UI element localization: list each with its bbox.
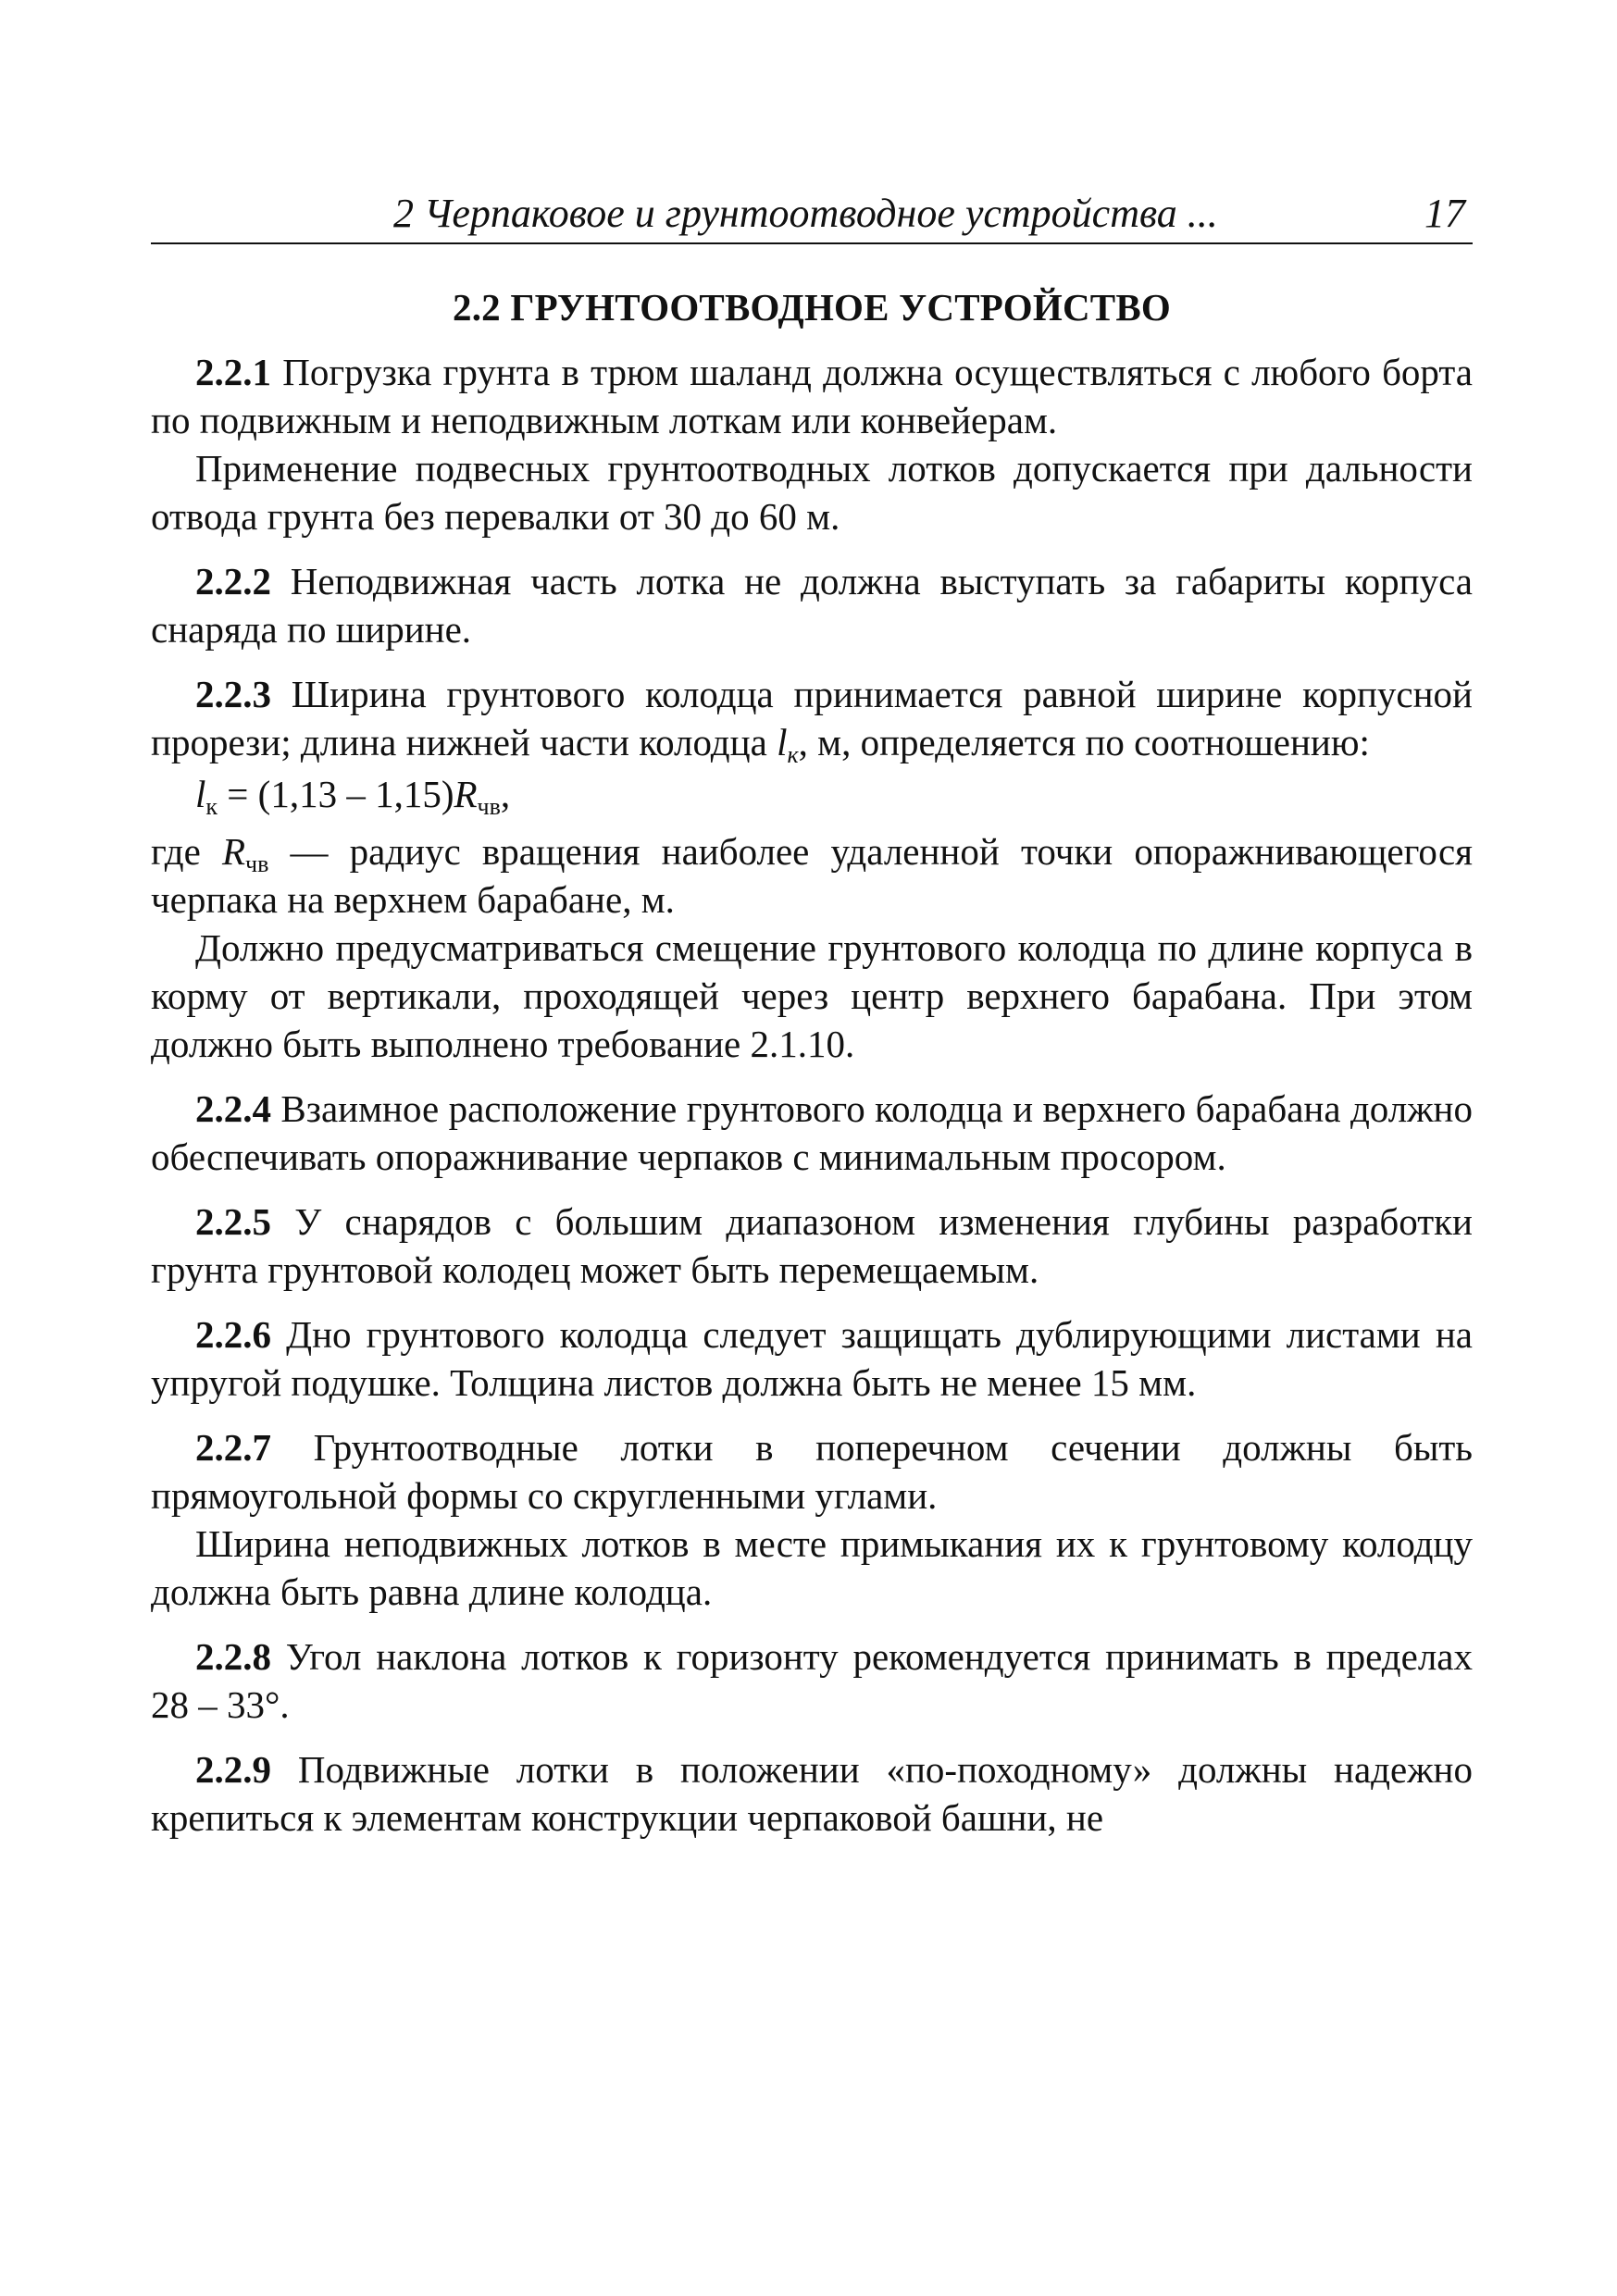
formula-rhs-variable: R <box>454 773 478 815</box>
variable-subscript: к <box>787 741 799 768</box>
clause-number: 2.2.3 <box>195 673 271 715</box>
paragraph-2-2-1 <box>151 348 1473 444</box>
section-title: 2.2 ГРУНТООТВОДНОЕ УСТРОЙСТВО <box>453 286 1171 329</box>
clause-number: 2.2.2 <box>195 560 271 602</box>
clause-number: 2.2.7 <box>195 1426 271 1469</box>
formula <box>151 770 1473 818</box>
chapter-title: 2 Черпаковое и грунтоотводное устройства ... <box>393 191 1218 236</box>
clause-number: 2.2.9 <box>195 1748 271 1791</box>
clause-number: 2.2.4 <box>195 1087 271 1130</box>
clause-number: 2.2.5 <box>195 1200 271 1243</box>
clause-number: 2.2.1 <box>195 351 271 393</box>
paragraph-text: Угол наклона лотков к горизонту рекомендуется принимать в пределах 28 – 33°. <box>151 1635 1473 1726</box>
paragraph-text: Ширина грунтового колодца принимается равной ширине корпусной прорези; длина нижней части колодца <box>151 673 1473 763</box>
clause-number: 2.2.8 <box>195 1635 271 1678</box>
paragraph-2-2-7 <box>151 1423 1473 1520</box>
paragraph-2-2-3-continued: Должно предусматриваться смещение грунтового колодца по длине корпуса в корму от вертикали, проходящей через центр верхнего барабана. При этом должно быть выполнено требование 2.1.10. <box>151 926 1473 1065</box>
paragraph-text: Неподвижная часть лотка не должна выступать за габариты корпуса снаряда по ширине. <box>151 560 1473 651</box>
paragraph-2-2-9 <box>151 1745 1473 1842</box>
paragraph-text: — радиус вращения наиболее удаленной точки опоражнивающегося черпака на верхнем барабане, м. <box>151 830 1473 921</box>
paragraph-2-2-3 <box>151 670 1473 766</box>
paragraph-text: У снарядов с большим диапазоном изменения глубины разработки грунта грунтовой колодец может быть перемещаемым. <box>151 1200 1473 1291</box>
formula-lhs-variable: l <box>195 773 206 815</box>
paragraph-text: Взаимное расположение грунтового колодца и верхнего барабана должно обеспечивать опоражнивание черпаков с минимальным просором. <box>151 1087 1473 1178</box>
variable-r: R <box>221 830 246 873</box>
paragraph-2-2-8 <box>151 1632 1473 1729</box>
formula-rhs-subscript: чв <box>477 793 501 820</box>
clause-number: 2.2.6 <box>195 1313 271 1356</box>
variable-subscript: чв <box>245 850 269 877</box>
paragraph-text: Погрузка грунта в трюм шаланд должна осуществляться с любого борта по подвижным и неподвижным лоткам или конвейерам. <box>151 351 1473 441</box>
paragraph-2-2-1-continued: Применение подвесных грунтоотводных лотков допускается при дальности отвода грунта без перевалки от 30 до 60 м. <box>151 447 1473 538</box>
running-header <box>151 185 1473 244</box>
paragraph-text: где <box>151 830 222 873</box>
paragraph-2-2-4 <box>151 1085 1473 1181</box>
formula-end: , <box>500 773 511 815</box>
paragraph-text: , м, определяется по соотношению: <box>798 721 1370 763</box>
page-number: 17 <box>1424 191 1465 236</box>
document-page <box>151 185 1473 1842</box>
paragraph-2-2-6 <box>151 1310 1473 1407</box>
paragraph-2-2-2 <box>151 557 1473 653</box>
variable-l: l <box>777 721 788 763</box>
paragraph-2-2-5 <box>151 1198 1473 1294</box>
paragraph-text: Подвижные лотки в положении «по-походному» должны надежно крепиться к элементам конструкции черпаковой башни, не <box>151 1748 1473 1839</box>
formula-expression: = (1,13 – 1,15) <box>218 773 454 815</box>
paragraph-2-2-7-continued: Ширина неподвижных лотков в месте примыкания их к грунтовому колодцу должна быть равна длине колодца. <box>151 1522 1473 1613</box>
paragraph-where <box>151 827 1473 924</box>
formula-lhs-subscript: к <box>205 793 218 820</box>
paragraph-text: Грунтоотводные лотки в поперечном сечении должны быть прямоугольной формы со скругленными углами. <box>151 1426 1473 1517</box>
paragraph-text: Дно грунтового колодца следует защищать дублирующими листами на упругой подушке. Толщина листов должна быть не менее 15 мм. <box>151 1313 1473 1404</box>
